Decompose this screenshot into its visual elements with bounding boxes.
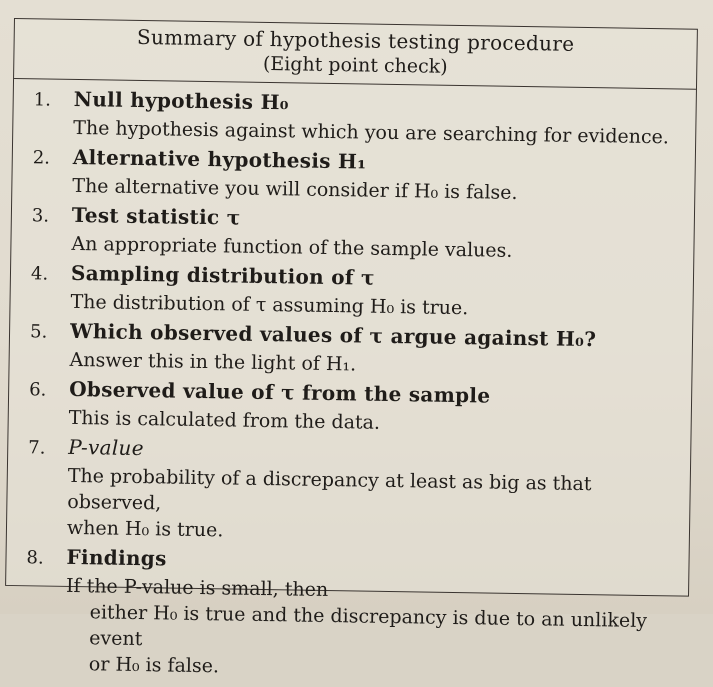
item-number: 8. — [26, 547, 44, 569]
or-line: or H₀ is false. — [88, 653, 220, 678]
item-number: 2. — [32, 147, 51, 169]
box-subtitle: (Eight point check) — [262, 52, 448, 78]
item-description: The distribution of τ assuming H₀ is true. — [70, 290, 469, 320]
item-number: 7. — [28, 437, 46, 459]
item-title: Null hypothesis H₀ — [73, 86, 290, 115]
item-description: Answer this in the light of H₁. — [69, 348, 357, 376]
item-number: 6. — [28, 379, 47, 401]
summary-box — [5, 18, 698, 678]
either-line: either H₀ is true and the discrepancy is due to an unlikely event — [89, 601, 648, 651]
item-description: An appropriate function of the sample values. — [71, 232, 513, 262]
item-number: 1. — [33, 89, 52, 111]
item-number: 5. — [29, 321, 48, 343]
item-title: Observed value of τ from the sample — [68, 376, 491, 408]
list-item — [25, 542, 689, 686]
box-title: Summary of hypothesis testing procedure — [136, 24, 575, 56]
item-description-continued: when H₀ is true. — [66, 516, 224, 542]
box-header — [14, 19, 697, 90]
item-title: Sampling distribution of τ — [70, 260, 375, 290]
list-item — [27, 432, 691, 550]
item-title: Which observed values of τ argue against H₀? — [69, 318, 597, 352]
item-title: Findings — [66, 544, 167, 571]
list-item — [33, 84, 696, 150]
item-description: This is calculated from the data. — [68, 406, 381, 434]
item-description: The probability of a discrepancy at least as big as that observed, — [67, 464, 592, 515]
list-item — [32, 142, 695, 208]
list-item — [29, 316, 692, 382]
list-item — [29, 374, 692, 440]
item-number: 3. — [31, 205, 50, 227]
list-item — [30, 258, 693, 324]
item-title: P-value — [68, 434, 145, 461]
checklist — [5, 79, 696, 687]
list-item — [31, 200, 694, 266]
item-description: If the P-value is small, then — [65, 574, 329, 602]
item-description: The hypothesis against which you are searching for evidence. — [73, 116, 670, 149]
item-title: Test statistic τ — [71, 202, 241, 230]
item-title: Alternative hypothesis H₁ — [72, 144, 367, 174]
item-number: 4. — [30, 263, 49, 285]
item-description: The alternative you will consider if H₀ is false. — [72, 174, 518, 204]
